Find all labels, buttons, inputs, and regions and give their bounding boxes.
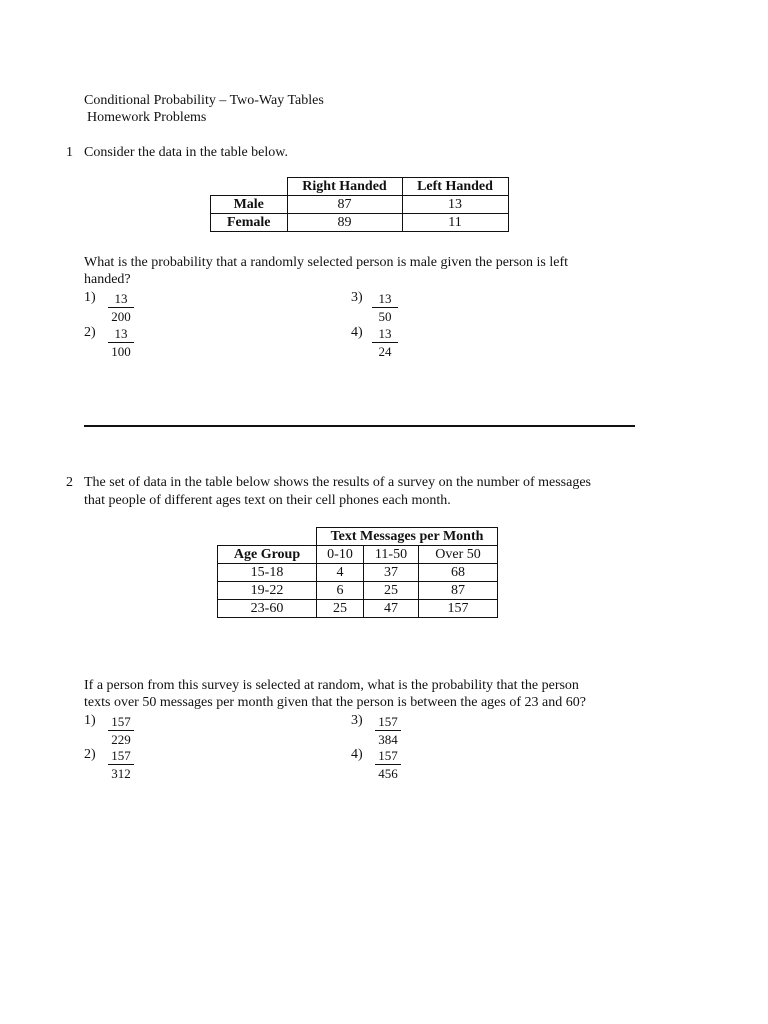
p1-option-3-fraction[interactable] <box>372 290 398 325</box>
p1-option-1-label: 1) <box>84 290 96 305</box>
fraction-numerator: 13 <box>372 290 398 308</box>
table-header-row <box>218 546 498 564</box>
row-label: 23-60 <box>218 600 317 618</box>
p1-option-2-label: 2) <box>84 325 96 340</box>
table-cell: 157 <box>419 600 498 618</box>
table-corner-cell <box>218 528 317 546</box>
table-corner-cell <box>211 178 288 196</box>
problem-1-number: 1 <box>66 145 73 160</box>
handedness-table <box>210 177 509 232</box>
problem-2-number: 2 <box>66 475 73 490</box>
fraction-denominator: 312 <box>111 766 131 781</box>
p2-option-4-label: 4) <box>351 747 363 762</box>
table-cell: 37 <box>364 564 419 582</box>
row-header-age-group: Age Group <box>218 546 317 564</box>
problem-2-question-line-1: If a person from this survey is selected at random, what is the probability that the person <box>84 678 579 693</box>
table-cell: 6 <box>317 582 364 600</box>
p1-option-2-fraction[interactable] <box>108 325 134 360</box>
table-row <box>218 582 498 600</box>
p2-option-2-label: 2) <box>84 747 96 762</box>
col-header-left-handed: Left Handed <box>402 178 508 196</box>
fraction-numerator: 157 <box>108 747 134 765</box>
fraction-denominator: 456 <box>378 766 398 781</box>
table-row <box>211 196 509 214</box>
col-header-right-handed: Right Handed <box>287 178 402 196</box>
fraction-numerator: 157 <box>375 713 401 731</box>
table-cell: 87 <box>419 582 498 600</box>
section-divider <box>84 425 635 427</box>
table-row <box>211 214 509 232</box>
table-header-row <box>211 178 509 196</box>
group-header-text-messages: Text Messages per Month <box>317 528 498 546</box>
table-cell: 89 <box>287 214 402 232</box>
p1-option-3-label: 3) <box>351 290 363 305</box>
fraction-numerator: 13 <box>372 325 398 343</box>
fraction-denominator: 100 <box>111 344 131 359</box>
problem-1-question-line-1: What is the probability that a randomly selected person is male given the person is left <box>84 255 569 270</box>
text-messages-table <box>217 527 498 618</box>
worksheet-subtitle: Homework Problems <box>87 110 207 125</box>
problem-2-question-line-2: texts over 50 messages per month given that the person is between the ages of 23 and 60? <box>84 695 586 710</box>
problem-1-prompt: Consider the data in the table below. <box>84 145 288 160</box>
table-cell: 47 <box>364 600 419 618</box>
problem-1-question-line-2: handed? <box>84 272 131 287</box>
row-header-female: Female <box>211 214 288 232</box>
fraction-numerator: 157 <box>375 747 401 765</box>
table-cell: 11 <box>402 214 508 232</box>
fraction-denominator: 229 <box>111 732 131 747</box>
table-row <box>218 564 498 582</box>
fraction-numerator: 13 <box>108 290 134 308</box>
table-row <box>218 600 498 618</box>
fraction-denominator: 200 <box>111 309 131 324</box>
p2-option-3-fraction[interactable] <box>375 713 401 748</box>
table-group-header-row <box>218 528 498 546</box>
table-cell: 25 <box>317 600 364 618</box>
problem-2-prompt-line-2: that people of different ages text on their cell phones each month. <box>84 493 451 508</box>
worksheet-title: Conditional Probability – Two-Way Tables <box>84 93 324 108</box>
fraction-numerator: 157 <box>108 713 134 731</box>
table-cell: 87 <box>287 196 402 214</box>
fraction-numerator: 13 <box>108 325 134 343</box>
p1-option-4-label: 4) <box>351 325 363 340</box>
col-header-11-50: 11-50 <box>364 546 419 564</box>
p2-option-2-fraction[interactable] <box>108 747 134 782</box>
p1-option-4-fraction[interactable] <box>372 325 398 360</box>
row-label: 19-22 <box>218 582 317 600</box>
row-label: 15-18 <box>218 564 317 582</box>
fraction-denominator: 50 <box>378 309 392 324</box>
p2-option-4-fraction[interactable] <box>375 747 401 782</box>
col-header-over-50: Over 50 <box>419 546 498 564</box>
table-cell: 68 <box>419 564 498 582</box>
table-cell: 25 <box>364 582 419 600</box>
fraction-denominator: 384 <box>378 732 398 747</box>
p2-option-1-label: 1) <box>84 713 96 728</box>
p1-option-1-fraction[interactable] <box>108 290 134 325</box>
table-cell: 4 <box>317 564 364 582</box>
table-cell: 13 <box>402 196 508 214</box>
problem-2-prompt-line-1: The set of data in the table below shows the results of a survey on the number of messages <box>84 475 591 490</box>
row-header-male: Male <box>211 196 288 214</box>
p2-option-1-fraction[interactable] <box>108 713 134 748</box>
p2-option-3-label: 3) <box>351 713 363 728</box>
col-header-0-10: 0-10 <box>317 546 364 564</box>
fraction-denominator: 24 <box>378 344 392 359</box>
